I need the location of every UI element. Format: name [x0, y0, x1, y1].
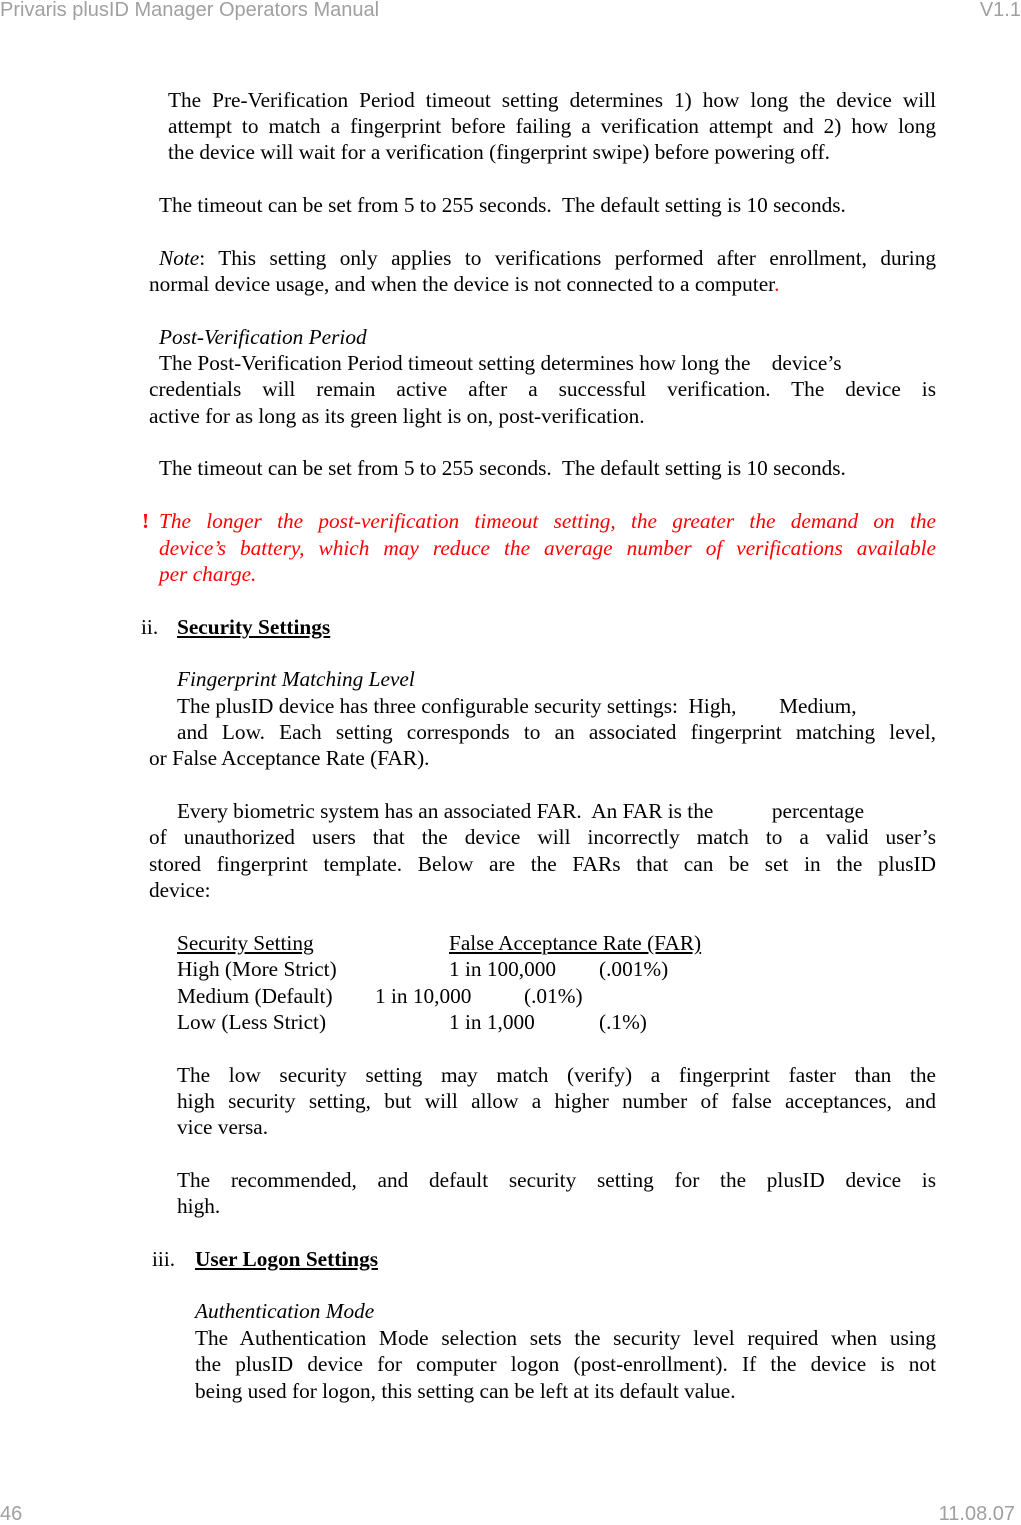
- note-line: [149, 272, 779, 296]
- paragraph-line: and Low. Each setting corresponds to an associated fingerprint matching level,: [177, 720, 936, 744]
- document-version: V1.1: [979, 0, 1021, 21]
- page-number: 46: [0, 1503, 23, 1525]
- paragraph-line: attempt to match a fingerprint before failing a verification attempt and 2) how long: [168, 114, 936, 138]
- document-date: 11.08.07: [938, 1503, 1015, 1525]
- warning-line: device’s battery, which may reduce the average number of verifications available: [159, 536, 936, 560]
- table-cell-percent: (.001%): [599, 957, 669, 981]
- table-cell-setting: High (More Strict): [177, 957, 337, 981]
- paragraph-line: The plusID device has three configurable security settings: High, Medium,: [177, 694, 857, 718]
- note-label: Note: [159, 246, 200, 270]
- paragraph-line: vice versa.: [177, 1115, 269, 1139]
- table-header-far: False Acceptance Rate (FAR): [449, 931, 702, 955]
- table-cell-rate: 1 in 100,000: [449, 957, 557, 981]
- note-period: .: [774, 272, 780, 296]
- section-number: iii.: [152, 1247, 176, 1271]
- paragraph-line: high security setting, but will allow a higher number of false acceptances, and: [177, 1089, 936, 1113]
- paragraph-line: The Pre-Verification Period timeout setting determines 1) how long the device will: [168, 88, 936, 112]
- paragraph-line: The recommended, and default security setting for the plusID device is: [177, 1168, 936, 1192]
- paragraph-line: The Authentication Mode selection sets the security level required when using: [195, 1326, 936, 1350]
- section-title: User Logon Settings: [195, 1247, 379, 1271]
- paragraph-line: active for as long as its green light is on, post-verification.: [149, 404, 645, 428]
- paragraph-line: Every biometric system has an associated FAR. An FAR is the percentage: [177, 799, 865, 823]
- subheading: Fingerprint Matching Level: [177, 667, 415, 691]
- subheading: Post-Verification Period: [159, 325, 367, 349]
- subheading: Authentication Mode: [195, 1299, 375, 1323]
- paragraph-line: credentials will remain active after a successful verification. The device is: [149, 377, 936, 401]
- table-cell-percent: (.01%): [524, 984, 583, 1008]
- warning-line: The longer the post-verification timeout setting, the greater the demand on the: [159, 509, 936, 533]
- paragraph-line: the device will wait for a verification (fingerprint swipe) before powering off.: [168, 140, 830, 164]
- paragraph-line: device:: [149, 878, 211, 902]
- paragraph-line: The low security setting may match (verify) a fingerprint faster than the: [177, 1063, 936, 1087]
- section-title: Security Settings: [177, 615, 331, 639]
- paragraph-line: being used for logon, this setting can be left at its default value.: [195, 1379, 736, 1403]
- note-text: normal device usage, and when the device is not connected to a computer: [149, 272, 775, 296]
- paragraph-line: high.: [177, 1194, 221, 1218]
- warning-line: per charge.: [159, 562, 257, 586]
- warning-icon: !: [142, 509, 150, 533]
- paragraph-line: stored fingerprint template. Below are the FARs that can be set in the plusID: [149, 852, 936, 876]
- table-cell-rate: 1 in 1,000: [449, 1010, 535, 1034]
- paragraph-line: of unauthorized users that the device will incorrectly match to a valid user’s: [149, 825, 936, 849]
- note-text: : This setting only applies to verifications performed after enrollment, during: [199, 246, 936, 270]
- paragraph-line: The Post-Verification Period timeout setting determines how long the device’s: [159, 351, 842, 375]
- table-header-setting: Security Setting: [177, 931, 314, 955]
- section-number: ii.: [141, 615, 159, 639]
- table-cell-setting: Medium (Default): [177, 984, 333, 1008]
- paragraph-line: the plusID device for computer logon (post-enrollment). If the device is not: [195, 1352, 936, 1376]
- note-line: [159, 246, 936, 270]
- table-cell-percent: (.1%): [599, 1010, 647, 1034]
- timeout-text: The timeout can be set from 5 to 255 seconds. The default setting is 10 seconds.: [159, 193, 846, 217]
- table-cell-setting: Low (Less Strict): [177, 1010, 327, 1034]
- document-title: Privaris plusID Manager Operators Manual: [0, 0, 380, 21]
- table-cell-rate: 1 in 10,000: [375, 984, 472, 1008]
- timeout-text: The timeout can be set from 5 to 255 seconds. The default setting is 10 seconds.: [159, 456, 846, 480]
- paragraph-line: or False Acceptance Rate (FAR).: [149, 746, 430, 770]
